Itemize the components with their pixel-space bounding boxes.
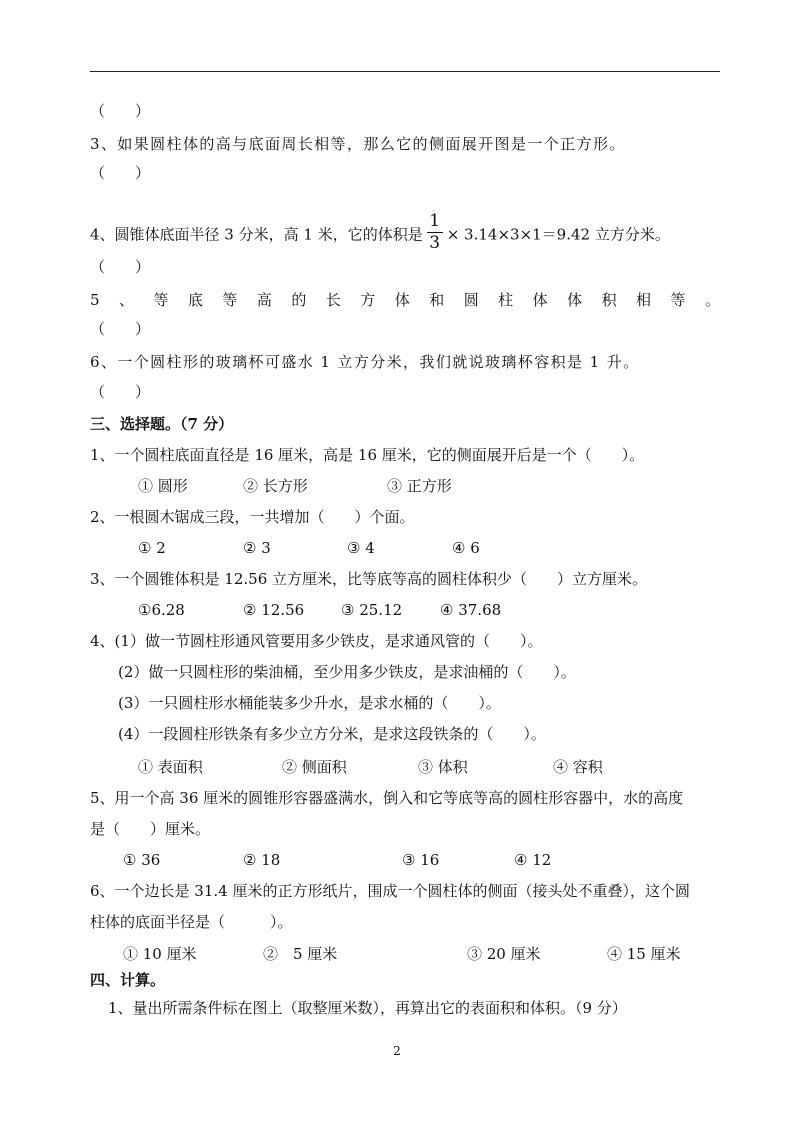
judge-q3-paren: （ ）: [90, 164, 151, 182]
choice-q4-part3: (3）一只圆柱形水桶能装多少升水，是求水桶的（ ）。: [118, 694, 501, 712]
option: ③ 正方形: [387, 477, 452, 495]
q5-char: 等: [222, 291, 238, 309]
judge-q4-fraction: [427, 212, 443, 253]
q5-char: 体: [532, 291, 548, 309]
choice-q5-line1: 5、用一个高 36 厘米的圆锥形容器盛满水，倒入和它等底等高的圆柱形容器中，水的高度: [90, 789, 684, 807]
q5-char: 体: [394, 291, 410, 309]
q5-char: 体: [567, 291, 583, 309]
choice-q1-text: 1、一个圆柱底面直径是 16 厘米，高是 16 厘米，它的侧面展开后是一个（ ）。: [90, 446, 645, 464]
q5-char: 柱: [498, 291, 514, 309]
q5-char: 相: [636, 291, 652, 309]
option: ③ 体积: [418, 758, 468, 776]
choice-q4-part4: (4）一段圆柱形铁条有多少立方分米，是求这段铁条的（ ）。: [118, 725, 546, 743]
q5-char: 圆: [463, 291, 479, 309]
choice-q6-line2: 柱体的底面半径是（ ）。: [90, 913, 293, 931]
choice-q6-line1: 6、一个边长是 31.4 厘米的正方形纸片，围成一个圆柱体的侧面（接头处不重叠），这个圆: [90, 882, 690, 900]
q5-char: 方: [360, 291, 376, 309]
q5-char: 高: [256, 291, 272, 309]
judge-q3-text: 3、如果圆柱体的高与底面周长相等，那么它的侧面展开图是一个正方形。: [90, 135, 626, 153]
option: ② 12.56: [243, 601, 305, 619]
option: ③ 25.12: [341, 601, 403, 619]
option: ③ 4: [347, 539, 375, 557]
q5-char: 和: [429, 291, 445, 309]
option: ③ 20 厘米: [467, 945, 541, 963]
option: ① 2: [138, 539, 166, 557]
calc-heading: 四、计算。: [90, 971, 166, 989]
choice-q3-text: 3、一个圆锥体积是 12.56 立方厘米，比等底等高的圆柱体积少（ ）立方厘米。: [90, 570, 648, 588]
choice-heading: 三、选择题。（7 分）: [90, 415, 234, 433]
option: ② 5 厘米: [263, 945, 338, 963]
q5-char: 5: [90, 291, 100, 309]
judge-q4-after: × 3.14×3×1＝9.42 立方分米。: [446, 225, 670, 244]
judge-q4-paren: （ ）: [90, 258, 151, 276]
option: ② 长方形: [243, 477, 308, 495]
option: ③ 16: [402, 851, 440, 869]
q5-char: 积: [601, 291, 617, 309]
option: ① 10 厘米: [123, 945, 197, 963]
fraction-denominator: 3: [429, 233, 441, 253]
q5-char: 等: [153, 291, 169, 309]
option: ①6.28: [138, 601, 185, 619]
option: ④ 容积: [553, 758, 603, 776]
judge-q5-text: [90, 290, 720, 310]
q5-char: 的: [291, 291, 307, 309]
judge-q4-before: 4、圆锥体底面半径 3 分米，高 1 米，它的体积是: [90, 225, 423, 244]
choice-q5-line2: 是（ ）厘米。: [90, 820, 211, 838]
option: ① 表面积: [138, 758, 203, 776]
option: ② 侧面积: [282, 758, 347, 776]
header-rule: [90, 71, 720, 72]
choice-q4-part1: 4、(1）做一节圆柱形通风管要用多少铁皮，是求通风管的（ ）。: [90, 632, 543, 650]
q5-char: 底: [187, 291, 203, 309]
fraction-numerator: 1: [427, 212, 443, 233]
option: ④ 37.68: [440, 601, 502, 619]
judge-q2-paren: （ ）: [90, 102, 151, 120]
judge-q4-line: [90, 211, 670, 256]
q5-char: 。: [704, 291, 720, 309]
judge-q6-paren: （ ）: [90, 383, 151, 401]
q5-char: 等: [670, 291, 686, 309]
q5-char: 长: [325, 291, 341, 309]
option: ④ 12: [514, 851, 552, 869]
choice-q4-part2: (2）做一只圆柱形的柴油桶，至少用多少铁皮，是求油桶的（ ）。: [118, 663, 576, 681]
choice-q2-text: 2、一根圆木锯成三段，一共增加（ ）个面。: [90, 508, 415, 526]
option: ④ 6: [452, 539, 480, 557]
q5-char: 、: [119, 291, 135, 309]
option: ② 3: [243, 539, 271, 557]
option: ④ 15 厘米: [607, 945, 681, 963]
option: ① 圆形: [138, 477, 188, 495]
judge-q5-paren: （ ）: [90, 320, 151, 338]
calc-q1-text: 1、量出所需条件标在图上（取整厘米数），再算出它的表面积和体积。（9 分）: [108, 999, 627, 1017]
judge-q6-text: 6、一个圆柱形的玻璃杯可盛水 1 立方分米，我们就说玻璃杯容积是 1 升。: [90, 353, 640, 371]
option: ① 36: [123, 851, 161, 869]
page-number: 2: [393, 1044, 401, 1058]
option: ② 18: [243, 851, 281, 869]
